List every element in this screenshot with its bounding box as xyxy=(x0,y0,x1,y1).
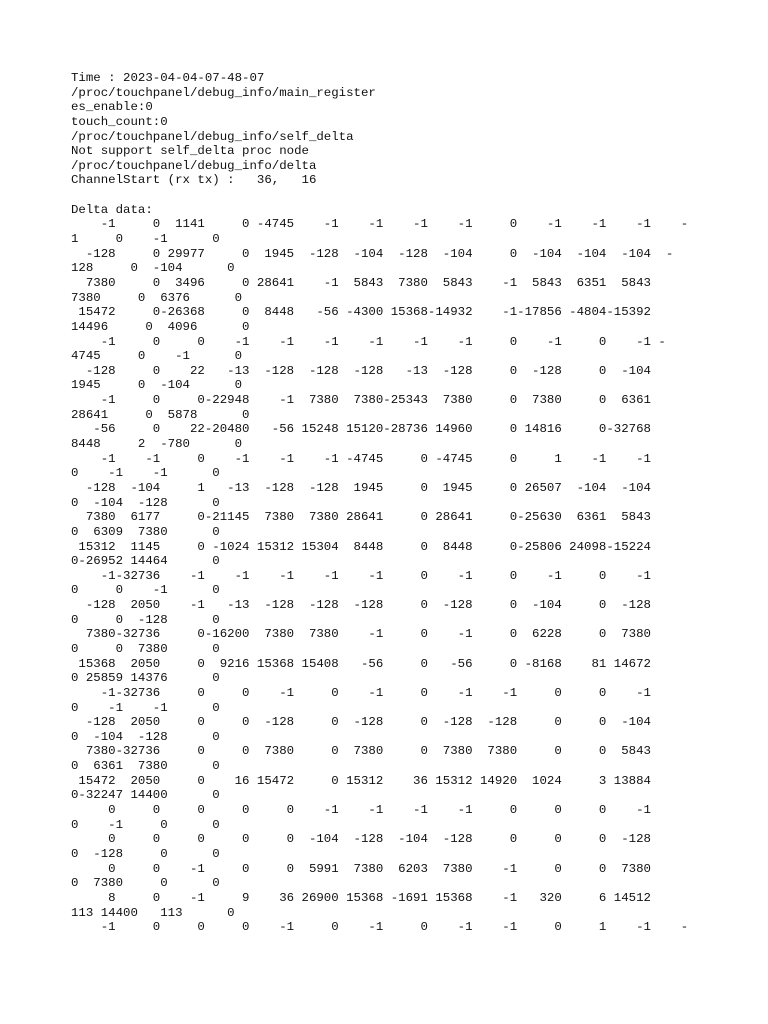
delta-line: 0 25859 14376 0 xyxy=(71,671,220,686)
header-line: /proc/touchpanel/debug_info/self_delta xyxy=(71,129,354,144)
delta-line: -1 0 0-22948 -1 7380 7380-25343 7380 0 7380 0 6361 xyxy=(71,393,651,408)
delta-line: -128 -104 1 -13 -128 -128 1945 0 1945 0 26507 -104 -104 xyxy=(71,480,651,495)
delta-line: 0 6309 7380 0 xyxy=(71,524,220,539)
delta-line: 1 0 -1 0 xyxy=(71,232,220,247)
delta-line: 0-26952 14464 0 xyxy=(71,554,220,569)
delta-line: 0 0 -1 0 xyxy=(71,583,220,598)
delta-line: -128 2050 0 0 -128 0 -128 0 -128 -128 0 0 -104 xyxy=(71,715,651,730)
delta-line: 14496 0 4096 0 xyxy=(71,319,250,334)
header-line: touch_count:0 xyxy=(71,114,168,129)
delta-line: 7380 0 6376 0 xyxy=(71,290,243,305)
delta-line: -1 -1 0 -1 -1 -1 -4745 0 -4745 0 1 -1 -1 xyxy=(71,451,651,466)
header-line: Delta data: xyxy=(71,202,153,217)
header-line: ChannelStart (rx tx) : 36, 16 xyxy=(71,173,317,188)
header-line: /proc/touchpanel/debug_info/delta xyxy=(71,158,317,173)
delta-line: -128 2050 -1 -13 -128 -128 -128 0 -128 0 -104 0 -128 xyxy=(71,598,651,613)
delta-line: 0 0 0 0 0 -1 -1 -1 -1 0 0 0 -1 xyxy=(71,803,651,818)
delta-line: 0 6361 7380 0 xyxy=(71,759,220,774)
delta-line: 0 7380 0 0 xyxy=(71,876,220,891)
delta-line: 0 -104 -128 0 xyxy=(71,729,220,744)
delta-line: 4745 0 -1 0 xyxy=(71,349,243,364)
delta-line: -56 0 22-20480 -56 15248 15120-28736 14960 0 14816 0-32768 xyxy=(71,422,651,437)
header-line: Not support self_delta proc node xyxy=(71,144,309,159)
delta-line: 0 0 7380 0 xyxy=(71,641,220,656)
delta-line: 113 14400 113 0 xyxy=(71,905,235,920)
delta-line: 0 -104 -128 0 xyxy=(71,495,220,510)
log-text xyxy=(71,71,688,935)
delta-line: 28641 0 5878 0 xyxy=(71,407,250,422)
delta-line: 8 0 -1 9 36 26900 15368 -1691 15368 -1 320 6 14512 xyxy=(71,890,651,905)
delta-line: -128 0 22 -13 -128 -128 -128 -13 -128 0 -128 0 -104 xyxy=(71,363,651,378)
header-line xyxy=(71,188,688,203)
header-line: /proc/touchpanel/debug_info/main_register xyxy=(71,85,376,100)
delta-line: 0 -1 -1 0 xyxy=(71,466,220,481)
delta-line: 0-32247 14400 0 xyxy=(71,788,220,803)
delta-line: 0 -1 -1 0 xyxy=(71,700,220,715)
delta-line: 7380 0 3496 0 28641 -1 5843 7380 5843 -1 5843 6351 5843 xyxy=(71,275,651,290)
delta-line: -1 0 0 0 -1 0 -1 0 -1 -1 0 1 -1 - xyxy=(71,920,689,935)
delta-line: -1-32736 0 0 -1 0 -1 0 -1 -1 0 0 -1 xyxy=(71,685,651,700)
delta-line: 15312 1145 0 -1024 15312 15304 8448 0 8448 0-25806 24098-15224 xyxy=(71,539,651,554)
delta-line: 0 -128 0 0 xyxy=(71,846,220,861)
delta-line: 0 -1 0 0 xyxy=(71,817,220,832)
delta-line: 15368 2050 0 9216 15368 15408 -56 0 -56 0 -8168 81 14672 xyxy=(71,656,651,671)
delta-line: -1 0 1141 0 -4745 -1 -1 -1 -1 0 -1 -1 -1 - xyxy=(71,217,689,232)
delta-line: 15472 2050 0 16 15472 0 15312 36 15312 14920 1024 3 13884 xyxy=(71,773,651,788)
delta-line: -1-32736 -1 -1 -1 -1 -1 0 -1 0 -1 0 -1 xyxy=(71,568,651,583)
delta-line: 0 0 -128 0 xyxy=(71,612,220,627)
header-line: es_enable:0 xyxy=(71,100,153,115)
delta-line: 15472 0-26368 0 8448 -56 -4300 15368-14932 -1-17856 -4804-15392 xyxy=(71,305,651,320)
delta-line: 0 0 0 0 0 -104 -128 -104 -128 0 0 0 -128 xyxy=(71,832,651,847)
delta-line: 0 0 -1 0 0 5991 7380 6203 7380 -1 0 0 7380 xyxy=(71,861,651,876)
delta-line: -128 0 29977 0 1945 -128 -104 -128 -104 0 -104 -104 -104 - xyxy=(71,246,674,261)
delta-line: 8448 2 -780 0 xyxy=(71,437,243,452)
delta-line: 7380 6177 0-21145 7380 7380 28641 0 28641 0-25630 6361 5843 xyxy=(71,510,651,525)
delta-line: 7380-32736 0 0 7380 0 7380 0 7380 7380 0 0 5843 xyxy=(71,744,651,759)
header-line: Time : 2023-04-04-07-48-07 xyxy=(71,71,265,85)
delta-line: 128 0 -104 0 xyxy=(71,261,235,276)
delta-line: 1945 0 -104 0 xyxy=(71,378,243,393)
delta-line: 7380-32736 0-16200 7380 7380 -1 0 -1 0 6228 0 7380 xyxy=(71,627,651,642)
delta-line: -1 0 0 -1 -1 -1 -1 -1 -1 0 -1 0 -1 - xyxy=(71,334,666,349)
